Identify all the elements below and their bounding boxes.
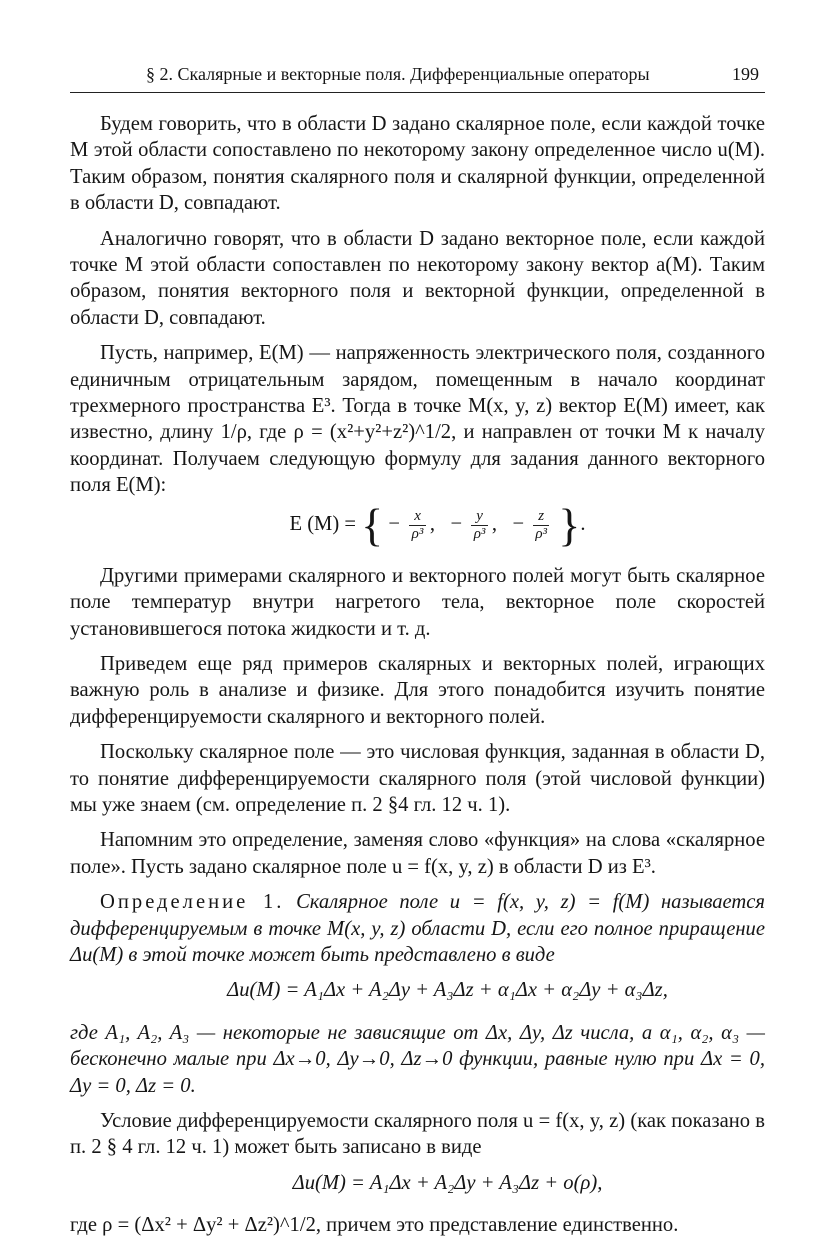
definition-label: Определение 1.	[100, 891, 285, 914]
paragraph-condition: Условие дифференцируемости скалярного поля u = f(x, y, z) (как показано в п. 2 § 4 гл. 12 ч. 1) может быть записано в виде	[70, 1110, 765, 1159]
fraction-denominator: ρ³	[473, 525, 486, 542]
running-title: § 2. Скалярные и векторные поля. Дифференциальные операторы	[146, 64, 650, 84]
paragraph-scalar-field: Будем говорить, что в области D задано скалярное поле, если каждой точке M этой области сопоставлено по некоторому закону определенное число u(M). Таким образом, понятия скалярного поля и скалярной функции, определенной в области D, совпадают.	[70, 113, 765, 215]
fraction-denominator: ρ³	[411, 525, 424, 542]
paragraph-where: где A₁, A₂, A₃ — некоторые не зависящие от Δx, Δy, Δz числа, а α₁, α₂, α₃ — бесконечно малые при Δx→0, Δy→0, Δz→0 функции, равные нулю при Δx = 0, Δy = 0, Δz = 0.	[70, 1021, 765, 1097]
formula-lhs: E (M) =	[289, 512, 356, 535]
fraction-y	[471, 508, 488, 543]
component-sign: −	[388, 512, 401, 535]
page-number: 199	[732, 64, 759, 84]
fraction-z	[533, 508, 549, 543]
running-header	[70, 56, 765, 93]
paragraph-vector-field: Аналогично говорят, что в области D задано векторное поле, если каждой точке M этой области сопоставлен по некоторому закону вектор a(M). Таким образом, понятия векторного поля и векторной функции, определенной в области D, совпадают.	[70, 227, 765, 329]
formula-electric-field: E (M) = { − $\frac{x}{\text{ρ³}}$ , − $\frac{y}{\text{ρ³}}$ , − $\frac{z}{\text{ρ³}}$ }.	[289, 499, 586, 551]
fraction-x	[409, 508, 426, 543]
paragraph-other-examples: Другими примерами скалярного и векторного полей могут быть скалярное поле температур внутри нагретого тела, векторное поле скоростей установившегося потока жидкости и т. д.	[70, 564, 765, 640]
paragraph-more-examples: Приведем еще ряд примеров скалярных и векторных полей, играющих важную роль в анализе и физике. Для этого понадобится изучить понятие дифференцируемости скалярного и векторного полей.	[70, 652, 765, 728]
paragraph-recall-definition: Напомним это определение, заменяя слово «функция» на слова «скалярное поле». Пусть задано скалярное поле u = f(x, y, z) в области D из E³.	[70, 829, 765, 878]
fraction-numerator: z	[533, 508, 549, 526]
fraction-denominator: ρ³	[535, 525, 548, 542]
page-body	[70, 93, 765, 1239]
fraction-numerator: y	[471, 508, 488, 526]
paragraph-electric-field: Пусть, например, E(M) — напряженность электрического поля, созданного единичным отрицательным зарядом, помещенным в начало координат трехмерного пространства E³. Тогда в точке M(x, y, z) вектор E(M) имеет, как известно, длину 1/ρ, где ρ = (x²+y²+z²)^1/2, и направлен от точки M к началу координат. Получаем следующую формулу для задания данного векторного поля E(M):	[70, 342, 765, 497]
paragraph-final: где ρ = (Δx² + Δy² + Δz²)^1/2, причем это представление единственно.	[70, 1214, 679, 1237]
equation-increment: Δu(M) = A₁Δx + A₂Δy + A₃Δz + α₁Δx + α₂Δy + α₃Δz,	[227, 979, 668, 1002]
right-brace: }	[558, 499, 581, 551]
component-sign: −	[450, 512, 463, 535]
definition-block	[70, 889, 765, 968]
definition-text: Скалярное поле u = f(x, y, z) = f(M) называется дифференцируемым в точке M(x, y, z) области D, если его полное приращение Δu(M) в этой точке может быть представлено в виде	[70, 891, 766, 966]
paragraph-differentiability: Поскольку скалярное поле — это числовая функция, заданная в области D, то понятие дифференцируемости скалярного поля (этой числовой функции) мы уже знаем (см. определение п. 2 §4 гл. 12 ч. 1).	[70, 741, 765, 816]
fraction-numerator: x	[409, 508, 426, 526]
equation-condition: Δu(M) = A₁Δx + A₂Δy + A₃Δz + o(ρ),	[292, 1171, 603, 1194]
component-sign: −	[512, 512, 525, 535]
book-page	[70, 56, 765, 1248]
left-brace: {	[361, 499, 384, 551]
